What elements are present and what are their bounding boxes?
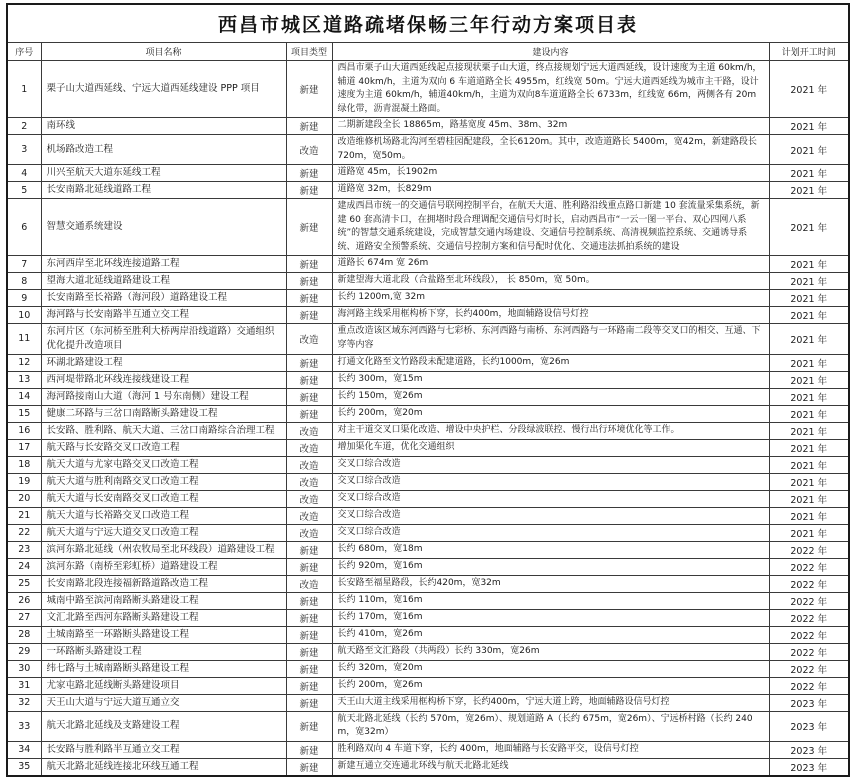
start-year-cell: 2022 年 [769, 643, 849, 660]
start-year-cell: 2021 年 [769, 354, 849, 371]
table-row [7, 182, 849, 199]
project-type-cell: 新建 [286, 711, 332, 741]
project-type-cell: 改造 [286, 524, 332, 541]
col-header-content: 建设内容 [332, 43, 769, 61]
row-number-cell: 2 [7, 118, 41, 135]
start-year-cell: 2022 年 [769, 575, 849, 592]
project-type-cell: 新建 [286, 273, 332, 290]
project-type-cell: 新建 [286, 758, 332, 776]
project-type-cell: 改造 [286, 456, 332, 473]
row-number-cell: 3 [7, 135, 41, 165]
table-body [7, 61, 849, 776]
project-type-cell: 新建 [286, 371, 332, 388]
row-number-cell: 22 [7, 524, 41, 541]
col-header-year: 计划开工时间 [769, 43, 849, 61]
page-title: 西昌市城区道路疏堵保畅三年行动方案项目表 [7, 4, 849, 43]
row-number-cell: 27 [7, 609, 41, 626]
row-number-cell: 21 [7, 507, 41, 524]
row-number-cell: 16 [7, 422, 41, 439]
build-content-cell: 打通文化路至文竹路段未配建道路，长约1000m，宽26m [332, 354, 769, 371]
start-year-cell: 2021 年 [769, 307, 849, 324]
build-content-cell: 长约 410m，宽26m [332, 626, 769, 643]
project-type-cell: 新建 [286, 558, 332, 575]
start-year-cell: 2021 年 [769, 199, 849, 256]
build-content-cell: 对主干道交叉口渠化改造、增设中央护栏、分段绿波联控、慢行出行环境优化等工作。 [332, 422, 769, 439]
row-number-cell: 6 [7, 199, 41, 256]
table-row [7, 541, 849, 558]
table-row [7, 660, 849, 677]
project-type-cell: 新建 [286, 256, 332, 273]
project-table [6, 3, 850, 777]
start-year-cell: 2021 年 [769, 422, 849, 439]
start-year-cell: 2021 年 [769, 324, 849, 355]
project-type-cell: 新建 [286, 626, 332, 643]
start-year-cell: 2021 年 [769, 118, 849, 135]
start-year-cell: 2022 年 [769, 592, 849, 609]
table-row [7, 388, 849, 405]
start-year-cell: 2022 年 [769, 626, 849, 643]
build-content-cell: 胜利路双向 4 车道下穿，长约 400m，地面辅路与长安路平交，设信号灯控 [332, 741, 769, 758]
build-content-cell: 天王山大道主线采用框构桥下穿，长约400m，宁远大道上跨，地面辅路设信号灯控 [332, 694, 769, 711]
build-content-cell: 长约 1200m,宽 32m [332, 290, 769, 307]
table-row [7, 324, 849, 355]
start-year-cell: 2021 年 [769, 61, 849, 118]
row-number-cell: 7 [7, 256, 41, 273]
build-content-cell: 建成西昌市统一的交通信号联网控制平台，在航天大道、胜利路沿线重点路口新建 10 套流量采集系统，新建 60 套高清卡口，在拥堵时段合理调配交通信号灯时长，启动西昌市“一云一图一平台、双心四网八系统”的智慧交通系统建设，完成智慧交通内场建设、交通信号控制系统、高清视频监控系统、交通诱导系统、道路安全预警系统、交通信号控制方案和信号配时优化、交通违法抓拍系统的建设 [332, 199, 769, 256]
build-content-cell: 道路宽 32m，长829m [332, 182, 769, 199]
table-row [7, 307, 849, 324]
project-type-cell: 改造 [286, 490, 332, 507]
project-name-cell: 航天大道与长安南路交叉口改造工程 [41, 490, 286, 507]
table-row [7, 273, 849, 290]
project-name-cell: 望海大道北延线道路建设工程 [41, 273, 286, 290]
build-content-cell: 长约 320m，宽20m [332, 660, 769, 677]
start-year-cell: 2021 年 [769, 135, 849, 165]
project-name-cell: 航天北路北延线及支路建设工程 [41, 711, 286, 741]
table-row [7, 741, 849, 758]
project-name-cell: 东河片区（东河桥至胜利大桥两岸沿线道路）交通组织优化提升改造项目 [41, 324, 286, 355]
row-number-cell: 23 [7, 541, 41, 558]
row-number-cell: 35 [7, 758, 41, 776]
start-year-cell: 2022 年 [769, 660, 849, 677]
project-name-cell: 东河西岸至北环线连接道路工程 [41, 256, 286, 273]
build-content-cell: 长约 200m，宽20m [332, 405, 769, 422]
row-number-cell: 25 [7, 575, 41, 592]
project-name-cell: 健康二环路与三岔口南路断头路建设工程 [41, 405, 286, 422]
project-name-cell: 文汇北路至西河东路断头路建设工程 [41, 609, 286, 626]
table-row [7, 575, 849, 592]
build-content-cell: 航天路至文汇路段（共两段）长约 330m，宽26m [332, 643, 769, 660]
row-number-cell: 9 [7, 290, 41, 307]
project-type-cell: 新建 [286, 118, 332, 135]
project-type-cell: 新建 [286, 61, 332, 118]
row-number-cell: 1 [7, 61, 41, 118]
project-type-cell: 改造 [286, 575, 332, 592]
build-content-cell: 交叉口综合改造 [332, 473, 769, 490]
start-year-cell: 2021 年 [769, 490, 849, 507]
start-year-cell: 2022 年 [769, 609, 849, 626]
table-row [7, 354, 849, 371]
project-name-cell: 海河路与长安南路半互通立交工程 [41, 307, 286, 324]
start-year-cell: 2021 年 [769, 456, 849, 473]
project-name-cell: 航天大道与尤家屯路交叉口改造工程 [41, 456, 286, 473]
build-content-cell: 长约 920m，宽16m [332, 558, 769, 575]
project-name-cell: 滨河东路北延线（州农牧局至北环线段）道路建设工程 [41, 541, 286, 558]
row-number-cell: 4 [7, 165, 41, 182]
project-name-cell: 川兴至航天大道东延线工程 [41, 165, 286, 182]
project-type-cell: 改造 [286, 439, 332, 456]
project-name-cell: 长安路与胜利路半互通立交工程 [41, 741, 286, 758]
project-type-cell: 改造 [286, 135, 332, 165]
table-row [7, 524, 849, 541]
row-number-cell: 26 [7, 592, 41, 609]
project-type-cell: 改造 [286, 473, 332, 490]
col-header-name: 项目名称 [41, 43, 286, 61]
row-number-cell: 11 [7, 324, 41, 355]
table-row [7, 456, 849, 473]
start-year-cell: 2022 年 [769, 558, 849, 575]
start-year-cell: 2023 年 [769, 758, 849, 776]
build-content-cell: 二期新建段全长 18865m，路基宽度 45m、38m、32m [332, 118, 769, 135]
build-content-cell: 长约 680m，宽18m [332, 541, 769, 558]
row-number-cell: 5 [7, 182, 41, 199]
row-number-cell: 33 [7, 711, 41, 741]
row-number-cell: 32 [7, 694, 41, 711]
table-row [7, 677, 849, 694]
table-row [7, 61, 849, 118]
start-year-cell: 2021 年 [769, 290, 849, 307]
project-name-cell: 长安南路北段连接福新路道路改造工程 [41, 575, 286, 592]
table-row [7, 473, 849, 490]
row-number-cell: 10 [7, 307, 41, 324]
project-type-cell: 新建 [286, 741, 332, 758]
build-content-cell: 长约 200m，宽26m [332, 677, 769, 694]
table-row [7, 199, 849, 256]
project-name-cell: 土城南路至一环路断头路建设工程 [41, 626, 286, 643]
table-row [7, 694, 849, 711]
start-year-cell: 2021 年 [769, 165, 849, 182]
start-year-cell: 2021 年 [769, 256, 849, 273]
project-name-cell: 尤家屯路北延线断头路建设项目 [41, 677, 286, 694]
project-type-cell: 改造 [286, 324, 332, 355]
project-type-cell: 新建 [286, 388, 332, 405]
project-type-cell: 新建 [286, 541, 332, 558]
start-year-cell: 2021 年 [769, 182, 849, 199]
row-number-cell: 18 [7, 456, 41, 473]
table-row [7, 711, 849, 741]
table-row [7, 422, 849, 439]
start-year-cell: 2023 年 [769, 694, 849, 711]
project-name-cell: 环湖北路建设工程 [41, 354, 286, 371]
project-name-cell: 西河堤带路北环线连接线建设工程 [41, 371, 286, 388]
start-year-cell: 2021 年 [769, 507, 849, 524]
project-name-cell: 滨河东路（南桥至彩虹桥）道路建设工程 [41, 558, 286, 575]
table-row [7, 165, 849, 182]
start-year-cell: 2021 年 [769, 524, 849, 541]
project-name-cell: 航天路与长安路交叉口改造工程 [41, 439, 286, 456]
table-row [7, 290, 849, 307]
project-name-cell: 栗子山大道西延线、宁远大道西延线建设 PPP 项目 [41, 61, 286, 118]
project-name-cell: 南环线 [41, 118, 286, 135]
build-content-cell: 交叉口综合改造 [332, 524, 769, 541]
project-type-cell: 改造 [286, 507, 332, 524]
table-row [7, 609, 849, 626]
start-year-cell: 2021 年 [769, 388, 849, 405]
table-row [7, 490, 849, 507]
table-row [7, 439, 849, 456]
table-row [7, 558, 849, 575]
project-name-cell: 一环路断头路建设工程 [41, 643, 286, 660]
build-content-cell: 交叉口综合改造 [332, 490, 769, 507]
start-year-cell: 2022 年 [769, 677, 849, 694]
header-row [7, 43, 849, 61]
start-year-cell: 2023 年 [769, 711, 849, 741]
project-name-cell: 航天大道与宁远大道交叉口改造工程 [41, 524, 286, 541]
table-row [7, 507, 849, 524]
project-type-cell: 新建 [286, 694, 332, 711]
project-type-cell: 新建 [286, 307, 332, 324]
row-number-cell: 19 [7, 473, 41, 490]
table-row [7, 256, 849, 273]
project-name-cell: 天王山大道与宁远大道互通立交 [41, 694, 286, 711]
project-name-cell: 长安路、胜利路、航天大道、三岔口南路综合治理工程 [41, 422, 286, 439]
project-name-cell: 海河路接南山大道（海河 1 号东南侧）建设工程 [41, 388, 286, 405]
row-number-cell: 31 [7, 677, 41, 694]
table-row [7, 405, 849, 422]
build-content-cell: 增加渠化车道，优化交通组织 [332, 439, 769, 456]
table-row [7, 592, 849, 609]
build-content-cell: 交叉口综合改造 [332, 456, 769, 473]
start-year-cell: 2021 年 [769, 473, 849, 490]
row-number-cell: 34 [7, 741, 41, 758]
start-year-cell: 2022 年 [769, 541, 849, 558]
build-content-cell: 重点改造该区域东河西路与七彩桥、东河西路与南桥、东河西路与一环路南二段等交叉口的相交、互通、下穿等内容 [332, 324, 769, 355]
project-type-cell: 新建 [286, 643, 332, 660]
project-type-cell: 新建 [286, 592, 332, 609]
build-content-cell: 长约 300m，宽15m [332, 371, 769, 388]
row-number-cell: 20 [7, 490, 41, 507]
build-content-cell: 道路长 674m 宽 26m [332, 256, 769, 273]
project-type-cell: 新建 [286, 677, 332, 694]
table-row [7, 626, 849, 643]
start-year-cell: 2023 年 [769, 741, 849, 758]
row-number-cell: 24 [7, 558, 41, 575]
row-number-cell: 8 [7, 273, 41, 290]
project-name-cell: 城南中路至滨河南路断头路建设工程 [41, 592, 286, 609]
build-content-cell: 新建互通立交连通北环线与航天北路北延线 [332, 758, 769, 776]
project-type-cell: 新建 [286, 290, 332, 307]
build-content-cell: 航天北路北延线（长约 570m，宽26m）、规划道路 A（长约 675m，宽26m）、宁远桥村路（长约 240m，宽32m） [332, 711, 769, 741]
row-number-cell: 12 [7, 354, 41, 371]
build-content-cell: 长约 150m，宽26m [332, 388, 769, 405]
project-type-cell: 新建 [286, 354, 332, 371]
col-header-type: 项目类型 [286, 43, 332, 61]
build-content-cell: 改造维修机场路北沟河至碧桂园配建段，全长6120m。其中，改造道路长 5400m，宽42m，新建路段长 720m，宽50m。 [332, 135, 769, 165]
project-name-cell: 智慧交通系统建设 [41, 199, 286, 256]
build-content-cell: 长约 170m，宽16m [332, 609, 769, 626]
row-number-cell: 30 [7, 660, 41, 677]
title-row [7, 4, 849, 43]
project-name-cell: 机场路改造工程 [41, 135, 286, 165]
project-type-cell: 新建 [286, 182, 332, 199]
build-content-cell: 交叉口综合改造 [332, 507, 769, 524]
table-row [7, 135, 849, 165]
build-content-cell: 道路宽 45m，长1902m [332, 165, 769, 182]
row-number-cell: 17 [7, 439, 41, 456]
row-number-cell: 28 [7, 626, 41, 643]
build-content-cell: 新建望海大道北段（合盐路至北环线段）， 长 850m，宽 50m。 [332, 273, 769, 290]
table-row [7, 118, 849, 135]
col-header-no: 序号 [7, 43, 41, 61]
project-name-cell: 长安南路北延线道路工程 [41, 182, 286, 199]
project-name-cell: 长安南路至长裕路（海河段）道路建设工程 [41, 290, 286, 307]
row-number-cell: 13 [7, 371, 41, 388]
row-number-cell: 29 [7, 643, 41, 660]
project-name-cell: 纬七路与土城南路断头路建设工程 [41, 660, 286, 677]
start-year-cell: 2021 年 [769, 439, 849, 456]
table-row [7, 371, 849, 388]
start-year-cell: 2021 年 [769, 273, 849, 290]
project-type-cell: 新建 [286, 660, 332, 677]
build-content-cell: 长约 110m，宽16m [332, 592, 769, 609]
project-type-cell: 新建 [286, 405, 332, 422]
project-type-cell: 新建 [286, 165, 332, 182]
start-year-cell: 2021 年 [769, 405, 849, 422]
build-content-cell: 西昌市栗子山大道西延线起点接现状栗子山大道，终点接规划宁远大道西延线，设计速度为主道 60km/h，辅道 40km/h，主道为双向 6 车道道路全长 4955m，红线宽 50m。宁远大道西延线为城市主干路，设计速度为主道 60km/h，辅道40km/h，主道为双向8车道道路全长 6733m，红线宽 66m，两侧各有 20m 绿化带，沥青混凝土路面。 [332, 61, 769, 118]
project-name-cell: 航天北路北延线连接北环线互通工程 [41, 758, 286, 776]
row-number-cell: 14 [7, 388, 41, 405]
project-type-cell: 新建 [286, 199, 332, 256]
project-name-cell: 航天大道与长裕路交叉口改造工程 [41, 507, 286, 524]
row-number-cell: 15 [7, 405, 41, 422]
project-name-cell: 航天大道与胜利南路交叉口改造工程 [41, 473, 286, 490]
project-type-cell: 改造 [286, 422, 332, 439]
table-row [7, 643, 849, 660]
build-content-cell: 长安路至福星路段，长约420m，宽32m [332, 575, 769, 592]
build-content-cell: 海河路主线采用框构桥下穿，长约400m，地面辅路设信号灯控 [332, 307, 769, 324]
start-year-cell: 2021 年 [769, 371, 849, 388]
project-type-cell: 新建 [286, 609, 332, 626]
